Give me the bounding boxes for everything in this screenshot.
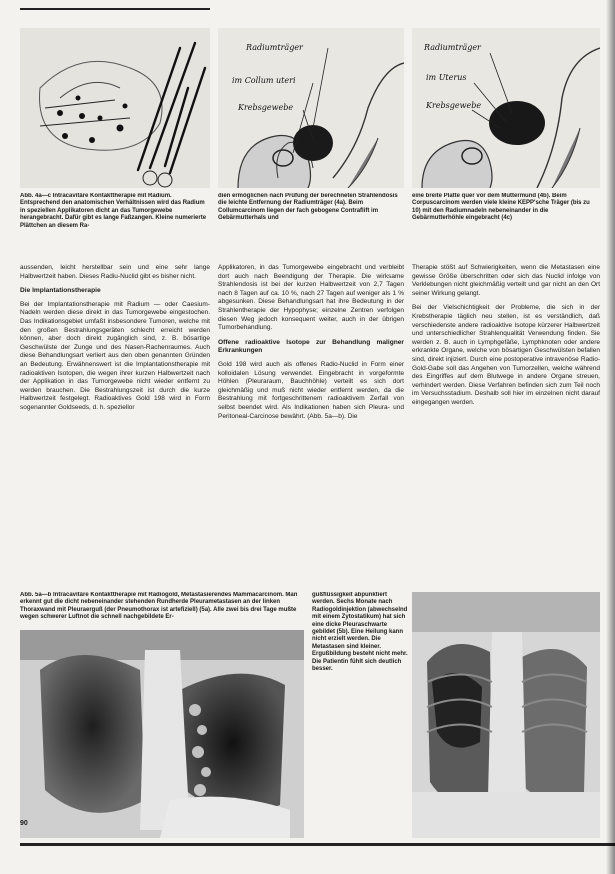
paragraph: aussenden, leicht herstellbar sein und eine sehr lange Halbwertzeit haben. Dieses Radiu-Nuclid gibt es bisher nicht. xyxy=(20,264,210,280)
top-rule xyxy=(20,8,210,10)
text-column-1 xyxy=(20,264,210,584)
text-column-3 xyxy=(412,264,600,584)
xray-5a-image xyxy=(20,630,304,838)
applicator-instruments-illustration xyxy=(20,28,210,188)
label-krebsgewebe: Krebsgewebe xyxy=(238,103,294,112)
xray-5b-image xyxy=(412,592,600,838)
label-radiumtraeger: Radiumträger xyxy=(246,43,303,52)
section-heading: Die Implantationstherapie xyxy=(20,287,101,295)
chest-xray-5a xyxy=(20,630,304,838)
section-heading: Offene radioaktive Isotope zur Behandlung maligner Erkrankungen xyxy=(218,338,404,355)
figure-4a-image xyxy=(20,28,210,188)
label-collum-uteri: im Collum uteri xyxy=(232,76,296,85)
paragraph: Applikatoren, in das Tumorgewebe eingebracht und verbleibt dort auch nach Beendigung der Therapie. Die wirksame Strahlendosis ist bei der kurzen Halbwertzeit von 2,7 Tagen nach 8 Tagen auf ca. 10 %, nach 27 Tagen auf weniger als 1 % abgesunken. Diese Behandlungsart hat ihre Bedeutung in der Strahlentherapie der Hypophyse; einzelne Zentren verfolgen diesen Weg jedoch konsequent weiter, auch in der übrigen Tumorbehandlung. xyxy=(218,264,404,332)
label-radiumtraeger: Radiumträger xyxy=(424,43,481,52)
corpus-carcinoma-illustration xyxy=(412,28,600,188)
paragraph: Bei der Implantationstherapie mit Radium — oder Caesium-Nadeln werden diese direkt in das Tumorgewebe eingestochen. Das Indikationsgebiet umfaßt insbesondere Tumoren, welche mit den großen Bestrahlungsgeräten schlecht erreicht werden können, aber doch direkt zugänglich sind, z. B. bösartige Geschwülste der Zunge und des Nasen-Rachenraumes. Auch diese Behandlungsart verliert aus den oben genannten Gründen an Bedeutung. Erwähnenswert ist die Implantationstherapie mit radioaktiven Isotopen, die wegen ihrer kurzen Halbwertzeit nach der Applikation in das Tumorgewebe nicht wieder entfernt zu werden brauchen. Die Bestrahlungszeit ist durch die kurze Halbwertzeit festgelegt. Radioaktives Gold 198 wird in Form sogenannter Goldseeds, d. h. speziellor xyxy=(20,300,210,411)
figure-5-side-caption: gußflüssigkeit abpunktiert werden. Sechs Monate nach Radiogoldinjektion (abwechselnd mit einem Zytostatikum) hat sich eine dicke Pleuraschwarte gebildet (5b). Eine Heilung kann nicht erzielt werden. Die Metastasen sind kleiner. Ergußbildung besteht nicht mehr. Die Patientin fühlt sich deutlich besser. xyxy=(312,592,408,673)
figure-4c-caption: eine breite Platte quer vor dem Muttermund (4b). Beim Corpuscarcinom werden viele kleine KEPP'sche Träger (bis zu 10) mit den Radiumnadeln nebeneinander in die Gebärmutterhöhle eingebracht (4c) xyxy=(412,193,590,222)
paragraph: Bei der Vielschichtigkeit der Probleme, die sich in der Krebstherapie täglich neu stellen, ist es verständlich, daß verschiedenste andere radioaktive Isotope kürzerer Halbwertzeit und unterschiedlicher Strahlenqualität Verwendung finden. Sie werden z. B. auch in Lymphgefäße, Lymphknoten oder andere erkrankte Organe, welche von bösartigen Geschwülsten befallen sind, direkt injiziert. Durch eine postoperative intravenöse Radio-Gold-Gabe soll das Angehen von Tumorzellen, welche während des Eingriffes auf dem Blutwege in andere Organe streuen, verhindert werden. Diese Verfahren befinden sich zum Teil noch im Versuchsstadium. Deshalb soll hier im einzelnen nicht darauf eingegangen werden. xyxy=(412,304,600,406)
page-edge-shadow xyxy=(606,0,615,874)
chest-xray-5b xyxy=(412,592,600,838)
collum-carcinoma-illustration xyxy=(218,28,404,188)
bottom-rule xyxy=(20,843,615,846)
paragraph: Therapie stößt auf Schwierigkeiten, wenn die Metastasen eine gewisse Größe überschritten oder sich das Nuclid infolge von Verklebungen nicht gleichmäßig verteilt und gar nicht an den Ort seiner Wirkung gelangt. xyxy=(412,264,600,297)
text-column-2 xyxy=(218,264,404,584)
paragraph: Gold 198 wird auch als offenes Radio-Nuclid in Form einer kolloidalen Lösung verwendet. Eingebracht in vorgeformte Höhlen (Pleuraraum, Bauchhöhle) verteilt es sich dort gleichmäßig und muß nicht wieder entfernt werden, da die Bestrahlung mit fortgeschrittenem radioaktivem Zerfall von selbst beendet wird. Als Indikationen haben sich Pleura- und Peritoneal-Carcinose bewährt. (Abb. 5a—b). Die xyxy=(218,360,404,420)
figure-4c-image xyxy=(412,28,600,188)
label-krebsgewebe: Krebsgewebe xyxy=(426,101,482,110)
figure-4b-caption: dien ermöglichen nach Prüfung der berechneten Strahlendosis die leichte Entfernung der Radiumträger (4a). Beim Collumcarcinom liegen der fach gebogene Contraflift im Gebärmutterhals und xyxy=(218,193,398,222)
label-im-uterus: im Uterus xyxy=(426,73,467,82)
figure-4a-caption: Abb. 4a—c Intracavitäre Kontakttherapie mit Radium. Entsprechend den anatomischen Verhältnissen wird das Radium in speziellen Applikatoren dicht an das Tumorgewebe herangebracht. Dafür gibt es lange Faßzangen. Kleine numerierte Plättchen an diesem Ra- xyxy=(20,193,207,229)
page-number: 90 xyxy=(20,820,28,827)
figure-4b-image xyxy=(218,28,404,188)
figure-5-caption: Abb. 5a—b Intracavitäre Kontakttherapie mit Radiogold, Metastasierendes Mammacarcinom. Man erkennt gut die dicht nebeneinander stehenden Rundherde Pleurametastasen an der linken Thoraxwand mit Pleuraerguß (der Pneumothorax ist artefiziell) (5a). Alle zwei bis drei Tage mußte wegen schwerer Luftnot die schnell nachgebildete Er- xyxy=(20,592,298,621)
